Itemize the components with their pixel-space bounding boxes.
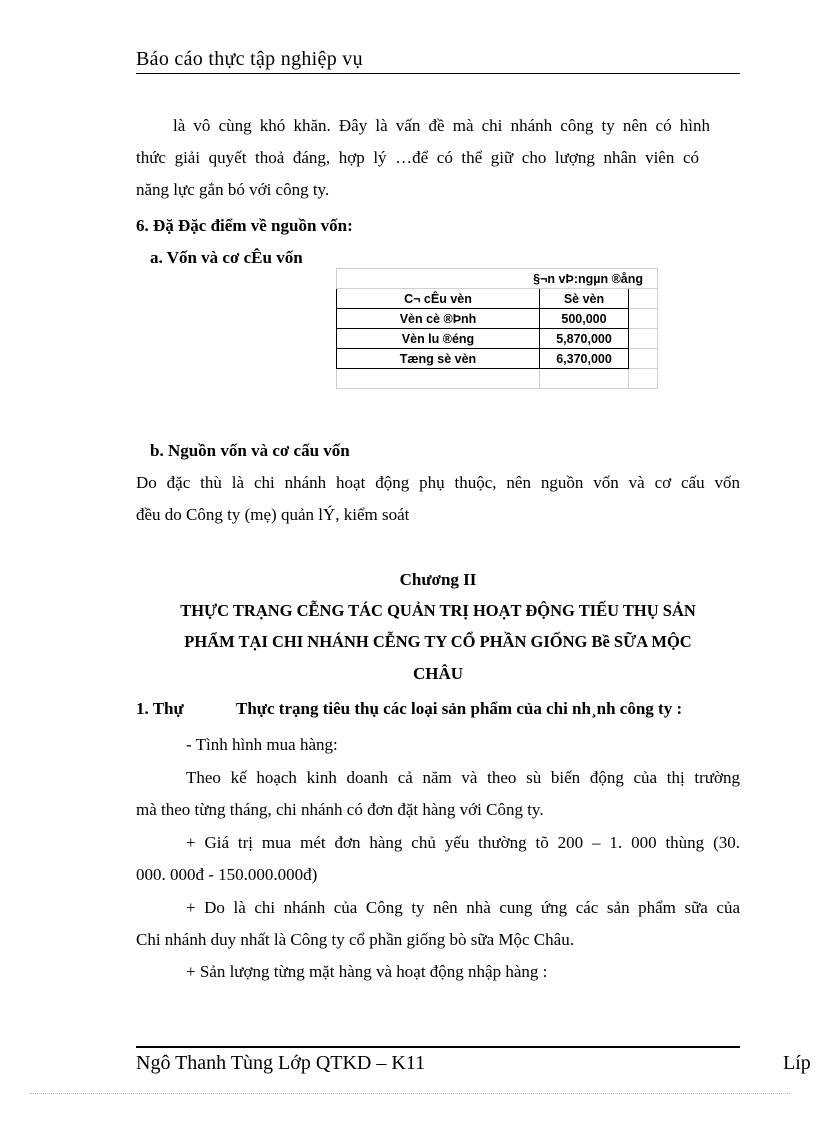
table-header-amount: Sè vèn	[540, 289, 629, 309]
table-cell-label: Tæng sè vèn	[337, 349, 540, 369]
chapter-title-line-3: CHÂU	[412, 664, 464, 683]
section-a-heading: a. Vốn và cơ cÊu vốn	[150, 248, 303, 267]
body-paragraph-3-line-1: + Giá trị mua mét đơn hàng chủ yếu thường tõ 200 – 1. 000 thùng (30.	[186, 833, 740, 852]
table-empty-cell	[629, 289, 658, 309]
footer-class: Líp	[783, 1052, 811, 1074]
table-cell-value: 6,370,000	[540, 349, 629, 369]
body-paragraph-1: - Tình hình mua hàng:	[186, 735, 338, 754]
page-header-title: Báo cáo thực tập nghiệp vụ	[136, 48, 363, 70]
table-cell-label: Vèn lu ®éng	[337, 329, 540, 349]
table-row	[337, 349, 658, 369]
page-bottom-dotted-line	[30, 1093, 790, 1094]
table-empty-cell	[629, 369, 658, 389]
body-paragraph-2-line-2: mà theo từng tháng, chi nhánh có đơn đặt hàng với Công ty.	[136, 800, 544, 819]
body-paragraph-5: + Sản lượng từng mặt hàng và hoạt động nhập hàng :	[186, 962, 548, 981]
table-row	[337, 309, 658, 329]
table-empty-cell	[629, 309, 658, 329]
body-paragraph-4-line-2: Chi nhánh duy nhất là Công ty cổ phần giống bò sữa Mộc Châu.	[136, 930, 574, 949]
footer-author: Ngô Thanh Tùng Lớp QTKD – K11	[136, 1052, 426, 1074]
intro-line-2: thức giải quyết thoả đáng, hợp lý …để có thể giữ cho lượng nhân viên có	[136, 148, 699, 167]
section-6-heading: 6. Đặ Đặc điểm về nguồn vốn:	[136, 216, 353, 235]
table-empty-cell	[540, 369, 629, 389]
section-1-heading: Thực trạng tiêu thụ các loại sản phẩm của chi nh¸nh công ty :	[236, 699, 683, 718]
body-paragraph-3-line-2: 000. 000đ - 150.000.000đ)	[136, 865, 318, 884]
body-paragraph-2-line-1: Theo kế hoạch kinh doanh cả năm và theo sù biến động của thị trường	[186, 768, 740, 787]
table-empty-cell	[629, 329, 658, 349]
section-b-line-2: đều do Công ty (mẹ) quản lÝ, kiểm soát	[136, 505, 410, 524]
chapter-title-line-1: THỰC TRẠNG CỄNG TÁC QUẢN TRỊ HOẠT ĐỘNG TIẾU THỤ SẢN	[180, 601, 696, 620]
capital-structure-table	[336, 268, 658, 388]
table-unit-label: §¬n vÞ:ngµn ®ång	[337, 269, 658, 289]
table-cell-value: 500,000	[540, 309, 629, 329]
table-empty-cell	[629, 349, 658, 369]
table-header-structure: C¬ cÊu vèn	[337, 289, 540, 309]
intro-line-3: năng lực gắn bó với công ty.	[136, 180, 330, 199]
intro-line-1: là vô cùng khó khăn. Đây là vấn đề mà chi nhánh công ty nên có hình	[173, 116, 710, 135]
footer-divider	[136, 1046, 740, 1048]
body-paragraph-4-line-1: + Do là chi nhánh của Công ty nên nhà cung ứng các sản phẩm sữa của	[186, 898, 740, 917]
table-empty-cell	[337, 369, 540, 389]
section-b-line-1: Do đặc thù là chi nhánh hoạt động phụ thuộc, nên nguồn vốn và cơ cấu vốn	[136, 473, 740, 492]
chapter-title-line-2: PHẨM TẠI CHI NHÁNH CỄNG TY CỔ PHẦN GIỐNG Bề SỮA MỘC	[184, 632, 692, 651]
table-cell-label: Vèn cè ®Þnh	[337, 309, 540, 329]
chapter-number: Chương II	[399, 570, 477, 589]
table-row	[337, 329, 658, 349]
section-b-heading: b. Nguồn vốn và cơ cấu vốn	[150, 441, 350, 460]
section-1-number: 1. Thự	[136, 699, 184, 718]
table-cell-value: 5,870,000	[540, 329, 629, 349]
header-divider	[136, 73, 740, 74]
